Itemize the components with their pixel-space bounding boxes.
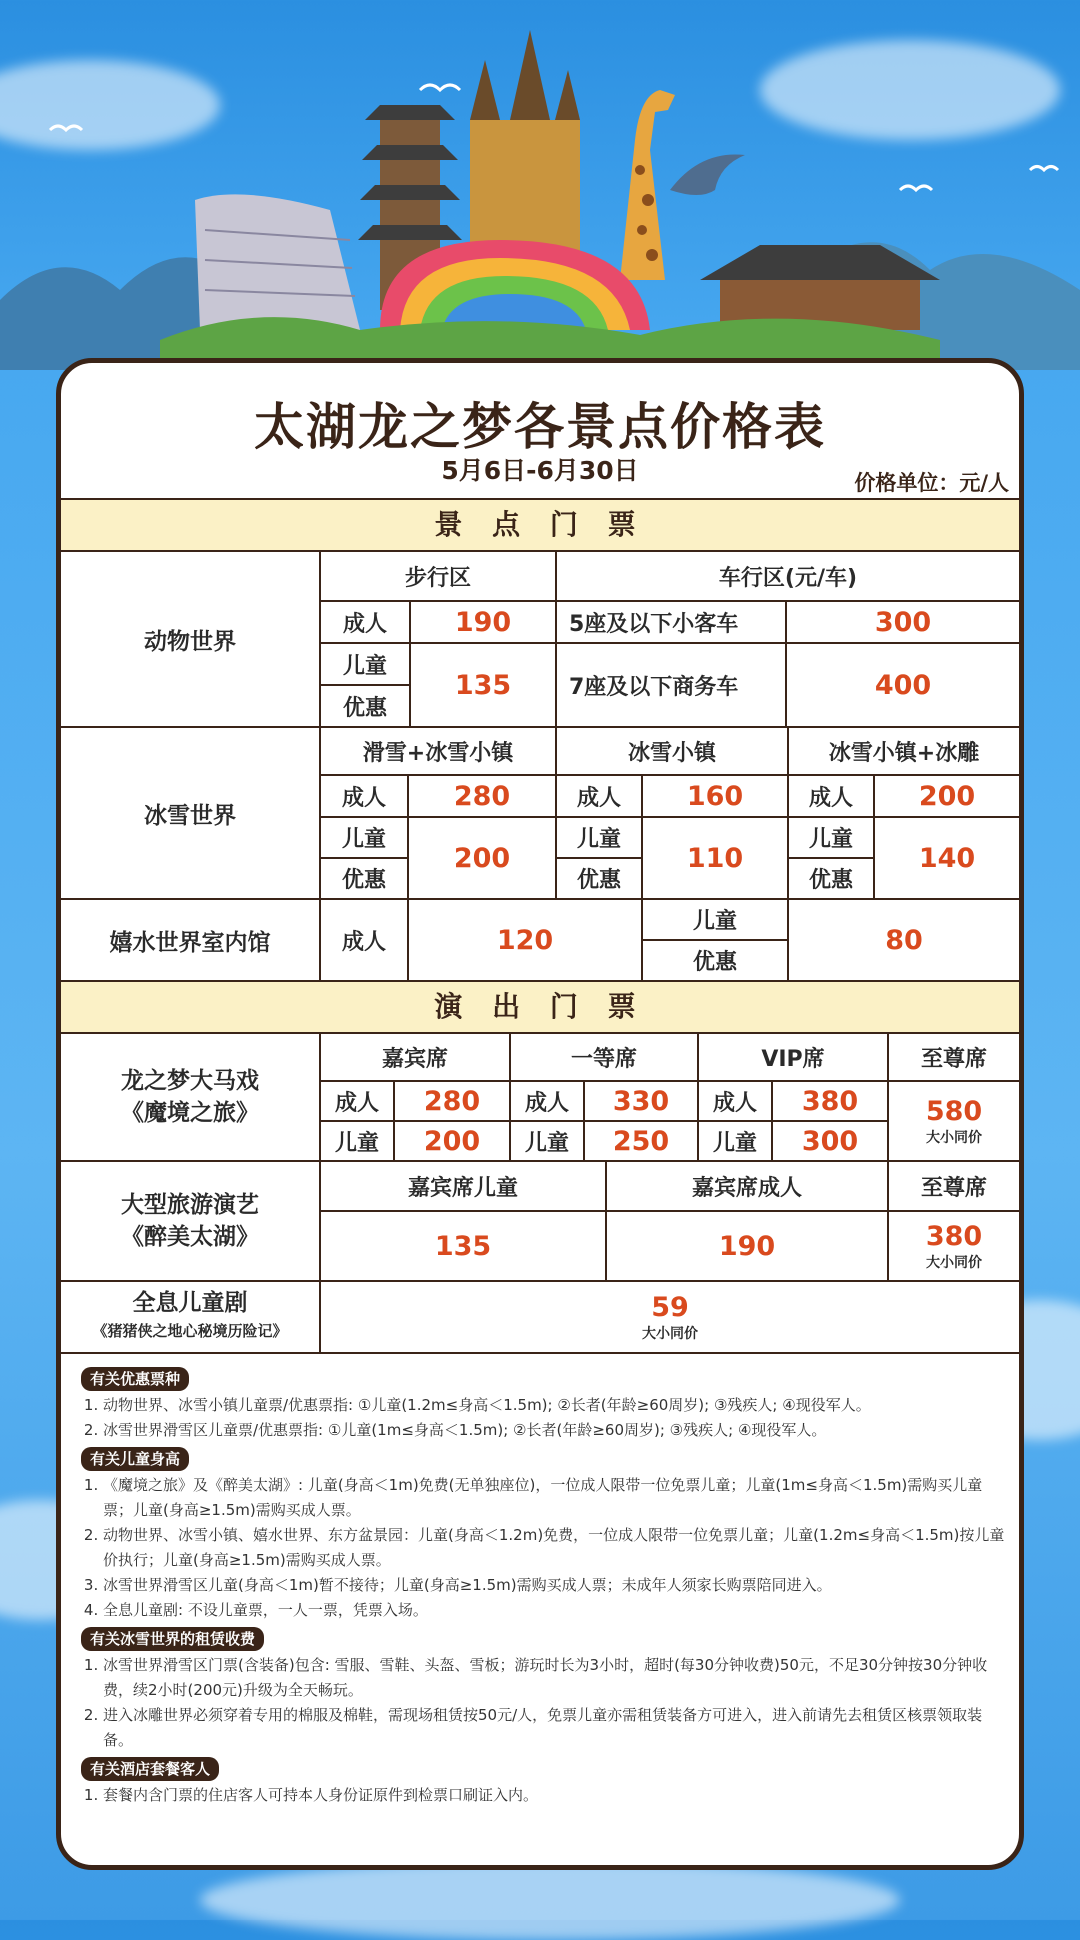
car5-label: 5座及以下小客车: [557, 602, 787, 644]
child-label: 儿童: [557, 818, 643, 859]
taihu-guest-adult-header: 嘉宾席成人: [607, 1162, 889, 1212]
taihu-show-name-line1: 大型旅游演艺: [121, 1192, 259, 1218]
notes-rental-title: 有关冰雪世界的租赁收费: [81, 1627, 264, 1651]
kids-show-name: [61, 1282, 321, 1354]
notes-discount-title: 有关优惠票种: [81, 1367, 189, 1391]
list-item: 1. 冰雪世界滑雪区门票(含装备)包含: 雪服、雪鞋、头盔、雪板；游玩时长为3小时，超时(每30分钟收费)50元，不足30分钟按30分钟收费，续2小时(200元)升级为全天畅玩。: [103, 1653, 1009, 1703]
notes-height-list: [81, 1473, 1009, 1623]
ice-opt3-header: 冰雪小镇+冰雕: [789, 728, 1019, 776]
taihu-guest-adult-price: 190: [607, 1212, 889, 1282]
circus-first-header: 一等席: [511, 1034, 699, 1082]
price-table-card: [56, 358, 1024, 1870]
discount-label: 优惠: [321, 686, 411, 728]
notes-hotel-title: 有关酒店套餐客人: [81, 1757, 219, 1781]
water-world-name: 嬉水世界室内馆: [61, 900, 321, 982]
notes-height-title: 有关儿童身高: [81, 1447, 189, 1471]
list-item: 1. 动物世界、冰雪小镇儿童票/优惠票指: ①儿童(1.2m≤身高＜1.5m); ②长者(年龄≥60周岁); ③残疾人; ④现役军人。: [103, 1393, 1009, 1418]
notes-hotel-list: [81, 1783, 1009, 1808]
taihu-show-name: [61, 1162, 321, 1282]
animal-adult-price: 190: [411, 602, 557, 644]
ice-opt1-child-price: 200: [409, 818, 557, 900]
notes-section: [81, 1363, 1009, 1808]
same-price-note: 大小同价: [926, 1129, 982, 1146]
ice-opt3-child-price: 140: [875, 818, 1019, 900]
list-item: 2. 动物世界、冰雪小镇、嬉水世界、东方盆景园：儿童(身高＜1.2m)免费，一位成人限带一位免票儿童；儿童(1.2m≤身高＜1.5m)按儿童价执行；儿童(身高≥1.5m)需购买成人票。: [103, 1523, 1009, 1573]
ice-opt2-header: 冰雪小镇: [557, 728, 789, 776]
ice-opt1-adult-price: 280: [409, 776, 557, 818]
child-label: 儿童: [789, 818, 875, 859]
circus-vip-child-price: 300: [773, 1122, 889, 1162]
ice-world-name: 冰雪世界: [61, 728, 321, 900]
circus-guest-header: 嘉宾席: [321, 1034, 511, 1082]
circus-supreme-cell: [889, 1082, 1019, 1162]
circus-first-child-price: 250: [585, 1122, 699, 1162]
taihu-supreme-header: 至尊席: [889, 1162, 1019, 1212]
adult-label: 成人: [511, 1082, 585, 1122]
price-unit-label: 价格单位：元/人: [854, 471, 1009, 495]
date-range: 5月6日-6月30日: [441, 456, 639, 485]
kids-show-price: 59: [651, 1291, 689, 1323]
ice-opt3-adult-price: 200: [875, 776, 1019, 818]
circus-first-adult-price: 330: [585, 1082, 699, 1122]
car5-price: 300: [787, 602, 1019, 644]
discount-label: 优惠: [557, 859, 643, 900]
list-item: 3. 冰雪世界滑雪区儿童(身高＜1m)暂不接待；儿童(身高≥1.5m)需购买成人票；未成年人须家长购票陪同进入。: [103, 1573, 1009, 1598]
list-item: 2. 冰雪世界滑雪区儿童票/优惠票指: ①儿童(1m≤身高＜1.5m); ②长者(年龄≥60周岁); ③残疾人; ④现役军人。: [103, 1418, 1009, 1443]
kids-show-name-line2: 《猪猪侠之地心秘境历险记》: [92, 1322, 288, 1340]
adult-label: 成人: [789, 776, 875, 818]
section-show-tickets: 演 出 门 票: [61, 980, 1019, 1034]
notes-discount-list: [81, 1393, 1009, 1443]
discount-label: 优惠: [789, 859, 875, 900]
taihu-show-name-line2: 《醉美太湖》: [121, 1224, 259, 1250]
taihu-supreme-price: 380: [925, 1220, 983, 1252]
child-label: 儿童: [643, 900, 789, 941]
same-price-note: 大小同价: [642, 1325, 698, 1342]
circus-supreme-price: 580: [925, 1095, 983, 1127]
adult-label: 成人: [321, 900, 409, 982]
car7-label: 7座及以下商务车: [557, 644, 787, 728]
section-scenic-tickets: 景 点 门 票: [61, 498, 1019, 552]
taihu-guest-child-header: 嘉宾席儿童: [321, 1162, 607, 1212]
drive-zone-header: 车行区(元/车): [557, 552, 1019, 602]
kids-show-price-cell: [321, 1282, 1019, 1354]
ice-opt2-adult-price: 160: [643, 776, 789, 818]
adult-label: 成人: [699, 1082, 773, 1122]
walk-zone-header: 步行区: [321, 552, 557, 602]
adult-label: 成人: [321, 602, 411, 644]
child-label: 儿童: [699, 1122, 773, 1162]
adult-label: 成人: [321, 776, 409, 818]
discount-label: 优惠: [643, 941, 789, 982]
circus-name-line2: 《魔境之旅》: [121, 1100, 259, 1126]
ice-opt1-header: 滑雪+冰雪小镇: [321, 728, 557, 776]
taihu-guest-child-price: 135: [321, 1212, 607, 1282]
circus-guest-child-price: 200: [395, 1122, 511, 1162]
car7-price: 400: [787, 644, 1019, 728]
discount-label: 优惠: [321, 859, 409, 900]
landmarks-illustration: [0, 0, 1080, 370]
circus-vip-header: VIP席: [699, 1034, 889, 1082]
child-label: 儿童: [511, 1122, 585, 1162]
water-child-price: 80: [789, 900, 1019, 982]
ice-opt2-child-price: 110: [643, 818, 789, 900]
circus-supreme-header: 至尊席: [889, 1034, 1019, 1082]
circus-name: [61, 1034, 321, 1162]
list-item: 4. 全息儿童剧: 不设儿童票，一人一票，凭票入场。: [103, 1598, 1009, 1623]
list-item: 1. 《魔境之旅》及《醉美太湖》: 儿童(身高＜1m)免费(无单独座位)，一位成人限带一位免票儿童；儿童(1m≤身高＜1.5m)需购买儿童票；儿童(身高≥1.5m)需购买成人票。: [103, 1473, 1009, 1523]
taihu-supreme-cell: [889, 1212, 1019, 1282]
cloud-decoration: [200, 1860, 900, 1940]
circus-guest-adult-price: 280: [395, 1082, 511, 1122]
notes-rental-list: [81, 1653, 1009, 1753]
kids-show-name-line1: 全息儿童剧: [132, 1290, 248, 1316]
water-adult-price: 120: [409, 900, 643, 982]
child-label: 儿童: [321, 644, 411, 686]
child-label: 儿童: [321, 818, 409, 859]
adult-label: 成人: [557, 776, 643, 818]
page-title: 太湖龙之梦各景点价格表: [254, 398, 826, 456]
same-price-note: 大小同价: [926, 1254, 982, 1271]
adult-label: 成人: [321, 1082, 395, 1122]
animal-world-name: 动物世界: [61, 552, 321, 728]
circus-vip-adult-price: 380: [773, 1082, 889, 1122]
animal-child-price: 135: [411, 644, 557, 728]
circus-name-line1: 龙之梦大马戏: [121, 1068, 259, 1094]
child-label: 儿童: [321, 1122, 395, 1162]
list-item: 1. 套餐内含门票的住店客人可持本人身份证原件到检票口刷证入内。: [103, 1783, 1009, 1808]
list-item: 2. 进入冰雕世界必须穿着专用的棉服及棉鞋，需现场租赁按50元/人，免票儿童亦需租赁装备方可进入，进入前请先去租赁区核票领取装备。: [103, 1703, 1009, 1753]
